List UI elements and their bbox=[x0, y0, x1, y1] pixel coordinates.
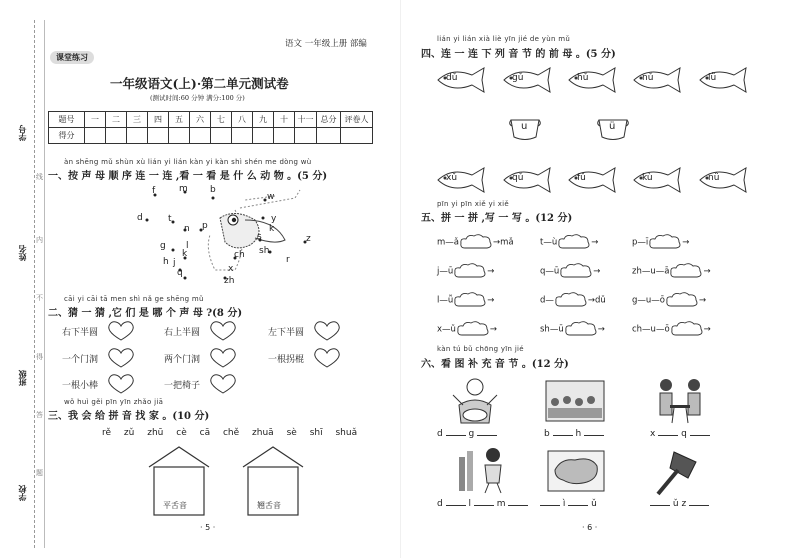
fish-syllable: dǔ bbox=[446, 73, 458, 83]
syllable: cè bbox=[176, 428, 187, 438]
score-input[interactable] bbox=[341, 128, 373, 144]
fill-letter: h bbox=[575, 429, 582, 439]
dot-letter: h bbox=[163, 257, 169, 267]
score-input[interactable] bbox=[274, 128, 295, 144]
spelling-result: dǔ bbox=[595, 295, 606, 306]
score-cell: 二 bbox=[106, 112, 127, 128]
fill-letter: l bbox=[468, 499, 471, 509]
margin-school: 学校 bbox=[17, 485, 27, 501]
score-cell: 九 bbox=[253, 112, 274, 128]
riddle-label: 左下半圆 bbox=[268, 328, 305, 338]
binding-line bbox=[44, 20, 45, 548]
cloud-answer-box[interactable] bbox=[554, 296, 588, 306]
dot-letter: q bbox=[177, 268, 183, 278]
score-cell: 评卷人 bbox=[341, 112, 373, 128]
page-title: 一年级语文(上)·第二单元测试卷 bbox=[110, 76, 289, 91]
fish-syllable: nǜ bbox=[708, 173, 720, 183]
dot-letter: s bbox=[257, 232, 262, 242]
q1-pinyin: àn shēng mǔ shùn xù lián yi lián kàn yi kàn shì shén me dòng wù bbox=[64, 158, 312, 166]
house-label: 翘舌音 bbox=[257, 501, 281, 510]
margin-student-id: 学号 bbox=[17, 125, 27, 141]
dot-letter: j bbox=[173, 258, 176, 268]
spelling-expression: x—ǔ bbox=[437, 324, 456, 335]
practice-badge bbox=[50, 51, 94, 64]
score-cell: 一 bbox=[85, 112, 106, 128]
cloud-answer-box[interactable] bbox=[648, 238, 682, 248]
score-cell: 五 bbox=[169, 112, 190, 128]
spelling-expression: t—ù bbox=[540, 237, 558, 248]
fill-letter: ǔ z bbox=[672, 499, 687, 509]
spelling-item bbox=[540, 233, 598, 251]
score-input[interactable] bbox=[232, 128, 253, 144]
dot-letter: t bbox=[168, 214, 172, 224]
arrow-icon: → bbox=[698, 295, 707, 306]
pot-label: ü bbox=[609, 121, 616, 132]
dot-letter: g bbox=[160, 241, 166, 251]
fish-syllable: nǔ bbox=[642, 73, 654, 83]
score-input[interactable] bbox=[85, 128, 106, 144]
dot-letter: k bbox=[182, 249, 188, 259]
spelling-item bbox=[437, 291, 494, 309]
margin-name: 姓名 bbox=[17, 245, 27, 261]
score-input[interactable] bbox=[169, 128, 190, 144]
q5-pinyin: pīn yi pīn xiě yi xiě bbox=[437, 200, 510, 208]
q6-heading: 六、看 图 补 充 音 节 。(12 分) bbox=[421, 359, 569, 370]
q2-heading: 二、猜 一 猜 ,它 们 是 哪 个 声 母 ?(8 分) bbox=[48, 308, 243, 319]
binding-dash-line bbox=[34, 20, 35, 548]
kids-playing-picture bbox=[650, 375, 710, 427]
score-input[interactable] bbox=[253, 128, 274, 144]
dot-letter: w bbox=[267, 192, 275, 202]
heart-answer-box[interactable] bbox=[312, 320, 342, 342]
spelling-item bbox=[632, 320, 711, 338]
page-divider bbox=[400, 0, 401, 558]
fill-blank[interactable] bbox=[690, 428, 710, 436]
riddle-label: 两个门洞 bbox=[164, 355, 201, 365]
fish-syllable: xǔ bbox=[446, 173, 458, 183]
score-input[interactable] bbox=[211, 128, 232, 144]
cloud-answer-box[interactable] bbox=[665, 296, 699, 306]
fill-blank[interactable] bbox=[568, 498, 588, 506]
fill-blank[interactable] bbox=[446, 428, 466, 436]
arrow-icon: → bbox=[682, 237, 690, 248]
spelling-item bbox=[632, 291, 706, 309]
q3-heading: 三、我 会 给 拼 音 找 家 。(10 分) bbox=[48, 411, 210, 422]
q4-heading: 四、连 一 连 下 列 音 节 的 前 母 。(5 分) bbox=[421, 49, 616, 60]
syllable: zhū bbox=[147, 428, 164, 438]
spelling-item bbox=[437, 320, 497, 338]
score-cell: 六 bbox=[190, 112, 211, 128]
fill-row bbox=[650, 428, 710, 439]
dot-letter: d bbox=[137, 213, 143, 223]
fill-blank[interactable] bbox=[689, 498, 709, 506]
syllable: zhuā bbox=[252, 428, 274, 438]
axe-picture bbox=[648, 448, 704, 496]
heart-answer-box[interactable] bbox=[106, 347, 136, 369]
fill-letter: x bbox=[650, 429, 656, 439]
spelling-expression: j—ū bbox=[437, 266, 454, 277]
spelling-expression: m—ǎ bbox=[437, 237, 459, 248]
fish-card[interactable] bbox=[434, 165, 488, 195]
spelling-item bbox=[632, 262, 711, 280]
cloud-answer-box[interactable] bbox=[564, 325, 598, 335]
fill-letter: g bbox=[468, 429, 475, 439]
arrow-icon: → bbox=[597, 324, 605, 335]
arrow-icon: → bbox=[591, 237, 599, 248]
fish-card[interactable] bbox=[500, 65, 554, 95]
fill-blank[interactable] bbox=[584, 428, 604, 436]
cloud-answer-box[interactable] bbox=[456, 325, 490, 335]
fish-card[interactable] bbox=[696, 65, 750, 95]
score-cell: 十一 bbox=[295, 112, 317, 128]
fish-syllable: gǔ bbox=[512, 73, 524, 83]
syllable: shī bbox=[309, 428, 323, 438]
fish-syllable: hǔ bbox=[577, 73, 589, 83]
dot-letter: f bbox=[152, 186, 156, 196]
heart-answer-box[interactable] bbox=[312, 347, 342, 369]
fill-letter: b bbox=[544, 429, 550, 439]
fish-syllable: kù bbox=[642, 173, 653, 183]
q4-pinyin: lián yi lián xià liè yīn jié de yùn mǔ bbox=[437, 35, 571, 43]
syllable: shuǎ bbox=[335, 428, 358, 438]
series-label: 语文 一年级上册 部编 bbox=[285, 39, 367, 49]
fill-blank[interactable] bbox=[474, 498, 494, 506]
dot-letter: p bbox=[202, 221, 208, 231]
fill-blank[interactable] bbox=[477, 428, 497, 436]
cloud-answer-box[interactable] bbox=[459, 238, 493, 248]
fish-card[interactable] bbox=[565, 65, 619, 95]
fill-letter: ǔ bbox=[591, 499, 597, 509]
riddle-label: 右下半圆 bbox=[62, 328, 99, 338]
q6-pinyin: kàn tú bǔ chōng yīn jié bbox=[437, 345, 524, 353]
arrow-icon: → bbox=[489, 324, 498, 335]
score-cell: 题号 bbox=[49, 112, 85, 128]
cloud-answer-box[interactable] bbox=[559, 267, 593, 277]
dot-letter: sh bbox=[259, 246, 270, 256]
arrow-icon: → bbox=[487, 295, 495, 306]
syllable: zǔ bbox=[123, 428, 135, 438]
arrow-icon: → bbox=[493, 237, 501, 248]
dot-letter: m bbox=[179, 184, 188, 194]
fill-blank[interactable] bbox=[540, 498, 560, 506]
spelling-expression: l—ǚ bbox=[437, 295, 454, 306]
score-header-row bbox=[49, 112, 373, 128]
heart-answer-box[interactable] bbox=[106, 373, 136, 395]
score-input[interactable] bbox=[190, 128, 211, 144]
fish-card[interactable] bbox=[630, 165, 684, 195]
score-input[interactable] bbox=[127, 128, 148, 144]
boy-crayons-picture bbox=[455, 445, 515, 495]
syllable: chě bbox=[222, 428, 240, 438]
fill-letter: m bbox=[496, 499, 506, 509]
riddle-label: 一把椅子 bbox=[164, 381, 201, 391]
score-cell: 三 bbox=[127, 112, 148, 128]
score-input[interactable] bbox=[317, 128, 341, 144]
heart-answer-box[interactable] bbox=[208, 320, 238, 342]
arrow-icon: → bbox=[703, 324, 711, 335]
page-number-right: · 6 · bbox=[582, 523, 598, 532]
arrow-icon: → bbox=[703, 266, 711, 277]
syllable: cā bbox=[199, 428, 211, 438]
fill-blank[interactable] bbox=[650, 498, 670, 506]
fill-row bbox=[540, 498, 597, 509]
score-input[interactable] bbox=[148, 128, 169, 144]
spelling-item bbox=[540, 320, 605, 338]
practice-badge-text: 课堂练习 bbox=[56, 52, 88, 62]
cloud-answer-box[interactable] bbox=[670, 325, 704, 335]
score-cell: 八 bbox=[232, 112, 253, 128]
arrow-icon: → bbox=[587, 295, 596, 306]
q2-pinyin: cāi yi cāi tā men shì nǎ ge shēng mǔ bbox=[64, 295, 204, 303]
spelling-expression: sh—ū bbox=[540, 324, 564, 335]
grandpa-drum-picture bbox=[445, 375, 505, 427]
riddle-label: 右上半圆 bbox=[164, 328, 201, 338]
dot-letter: x bbox=[228, 264, 234, 274]
fill-blank[interactable] bbox=[658, 428, 678, 436]
riddle-label: 一根小棒 bbox=[62, 381, 99, 391]
score-cell: 总分 bbox=[317, 112, 341, 128]
fish-card[interactable] bbox=[500, 165, 554, 195]
fill-row bbox=[650, 498, 709, 509]
fish-card[interactable] bbox=[565, 165, 619, 195]
syllable: sè bbox=[286, 428, 297, 438]
score-cell: 十 bbox=[274, 112, 295, 128]
score-table bbox=[48, 111, 373, 144]
page-number-left: · 5 · bbox=[200, 523, 216, 532]
score-cell: 七 bbox=[211, 112, 232, 128]
cloud-answer-box[interactable] bbox=[669, 267, 703, 277]
page-subtitle: (测试时间:60 分钟 满分:100 分) bbox=[150, 94, 245, 102]
margin-char: 得 bbox=[36, 353, 43, 361]
spelling-item bbox=[632, 233, 689, 251]
margin-char: 内 bbox=[36, 236, 43, 244]
spelling-expression: d— bbox=[540, 295, 554, 306]
margin-char: 不 bbox=[36, 294, 43, 302]
score-cell: 四 bbox=[148, 112, 169, 128]
fill-row bbox=[544, 428, 604, 439]
fish-card[interactable] bbox=[630, 65, 684, 95]
spelling-item bbox=[437, 262, 494, 280]
spelling-expression: g—u—ō bbox=[632, 295, 665, 306]
dot-letter: k bbox=[269, 224, 275, 234]
arrow-icon: → bbox=[487, 266, 495, 277]
spelling-expression: p—ī bbox=[632, 237, 649, 248]
fill-blank[interactable] bbox=[446, 498, 466, 506]
spelling-expression: zh—u—ā bbox=[632, 266, 670, 277]
syllable: rě bbox=[102, 428, 112, 438]
fill-blank[interactable] bbox=[508, 498, 528, 506]
heart-answer-box[interactable] bbox=[106, 320, 136, 342]
score-input[interactable] bbox=[295, 128, 317, 144]
fish-card[interactable] bbox=[434, 65, 488, 95]
cloud-answer-box[interactable] bbox=[557, 238, 591, 248]
cloud-answer-box[interactable] bbox=[453, 267, 487, 277]
china-map-picture bbox=[547, 450, 605, 492]
margin-char: 线 bbox=[36, 173, 43, 181]
spelling-result: mǎ bbox=[500, 237, 514, 248]
cloud-answer-box[interactable] bbox=[453, 296, 487, 306]
dot-letter: zh bbox=[224, 276, 235, 286]
score-input[interactable] bbox=[106, 128, 127, 144]
dot-letter: y bbox=[271, 214, 277, 224]
margin-char: 题 bbox=[36, 469, 43, 477]
spelling-expression: ch—u—ō bbox=[632, 324, 670, 335]
q1-heading: 一、按 声 母 顺 序 连 一 连 ,看 一 看 是 什 么 动 物 。(5 分) bbox=[48, 171, 328, 182]
fill-letter: q bbox=[681, 429, 687, 439]
fill-letter: ì bbox=[562, 499, 566, 509]
fish-card[interactable] bbox=[696, 165, 750, 195]
classroom-picture bbox=[545, 380, 605, 422]
spelling-item bbox=[540, 291, 606, 309]
fish-syllable: qǔ bbox=[512, 173, 524, 183]
dot-letter: n bbox=[184, 224, 190, 234]
dot-letter: b bbox=[210, 185, 216, 195]
heart-answer-box[interactable] bbox=[208, 373, 238, 395]
q3-pinyin: wǒ huì gěi pīn yīn zhǎo jiā bbox=[64, 398, 164, 406]
arrow-icon: → bbox=[593, 266, 601, 277]
spelling-expression: q—ū bbox=[540, 266, 560, 277]
margin-char: 答 bbox=[36, 411, 43, 419]
fill-letter: d bbox=[437, 429, 443, 439]
riddle-label: 一根拐棍 bbox=[268, 355, 305, 365]
margin-class: 班级 bbox=[17, 370, 27, 386]
fish-syllable: fǔ bbox=[577, 173, 586, 183]
syllable-list bbox=[102, 428, 357, 438]
dot-letter: ch bbox=[234, 250, 245, 260]
riddle-label: 一个门洞 bbox=[62, 355, 99, 365]
fill-row bbox=[437, 428, 497, 439]
fill-row bbox=[437, 498, 528, 509]
spelling-item bbox=[540, 262, 600, 280]
score-cell: 得分 bbox=[49, 128, 85, 144]
dot-letter: z bbox=[306, 234, 311, 244]
fish-syllable: lǜ bbox=[708, 73, 717, 83]
dot-letter: r bbox=[286, 255, 290, 265]
pot-label: u bbox=[521, 121, 528, 132]
fill-letter: d bbox=[437, 499, 443, 509]
house-label: 平舌音 bbox=[163, 501, 187, 510]
score-value-row bbox=[49, 128, 373, 144]
q5-heading: 五、拼 一 拼 ,写 一 写 。(12 分) bbox=[421, 213, 573, 224]
spelling-item bbox=[437, 233, 514, 251]
fill-blank[interactable] bbox=[553, 428, 573, 436]
dot-letter: l bbox=[186, 241, 189, 251]
heart-answer-box[interactable] bbox=[208, 347, 238, 369]
